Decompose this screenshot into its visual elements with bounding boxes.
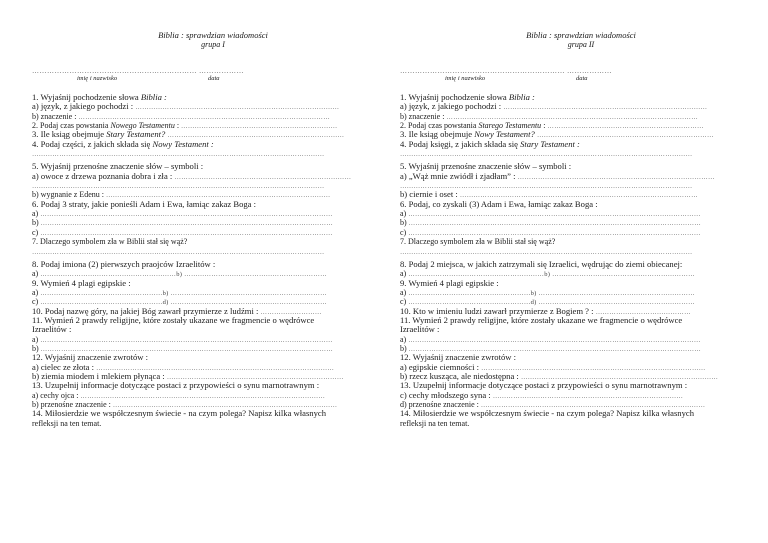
test-sheet-group-2 xyxy=(400,30,742,428)
question-line[interactable] xyxy=(32,372,374,381)
date-label: data xyxy=(208,75,220,82)
question-text: c) cechy młodszego syna : xyxy=(400,390,493,400)
question-text: c) xyxy=(400,297,409,307)
answer-dots[interactable]: ………………………………………………………………………………………………………………… xyxy=(40,229,333,237)
italic-term: Nowy Testament? xyxy=(474,130,535,140)
question-text: 1. Wyjaśnij pochodzenie słowa xyxy=(32,93,141,102)
date-dotted-line[interactable]: ……………… xyxy=(199,67,244,75)
question-text: b) znaczenie : xyxy=(32,111,79,121)
question-line xyxy=(400,279,742,288)
question-text: : xyxy=(174,121,182,131)
question-line[interactable] xyxy=(32,344,374,353)
date-label: data xyxy=(576,75,588,82)
question-line[interactable] xyxy=(400,172,742,181)
question-line[interactable] xyxy=(32,288,374,297)
italic-term: Biblia : xyxy=(140,93,167,102)
answer-dots[interactable]: ……………………………………………………b) ……………………………………………………… xyxy=(408,271,695,279)
question-line xyxy=(32,353,374,362)
answer-line[interactable] xyxy=(400,247,742,256)
answer-dots[interactable]: ……………………… xyxy=(260,308,322,316)
question-line[interactable] xyxy=(32,228,374,237)
answer-dots[interactable]: …………………………………………………………………… xyxy=(166,373,344,381)
answer-dots[interactable]: ……………………………………………………………………………… xyxy=(503,104,708,112)
answer-dots[interactable]: …………………………………… xyxy=(595,308,691,316)
question-text: 7. Dlaczego symbolem zła w Biblii stał się wąż? xyxy=(400,237,556,247)
question-line xyxy=(32,200,374,209)
question-text: a) xyxy=(32,209,41,219)
answer-dots[interactable]: ……………………………………………………………………………… xyxy=(135,104,340,112)
question-text: b) znaczenie : xyxy=(400,111,447,121)
italic-term: Starego Testamentu xyxy=(478,121,542,131)
question-line[interactable] xyxy=(400,130,742,139)
question-line xyxy=(400,140,742,149)
name-dotted-line[interactable]: ………………………………………………………… xyxy=(400,67,565,75)
question-text: 9. Wymień 4 plagi egipskie : xyxy=(400,278,499,288)
question-text: a) xyxy=(400,287,409,297)
question-text: b) rzecz kusząca, ale niedostępna : xyxy=(400,371,521,381)
question-text: 13. Uzupełnij informacje dotyczące postaci z przypowieści o synu marnotrawnym : xyxy=(32,381,320,391)
question-text: symboli : xyxy=(170,162,204,172)
question-line[interactable] xyxy=(400,344,742,353)
question-line xyxy=(32,260,374,269)
answer-dots[interactable]: ………………………………………………………………………………………………………………… xyxy=(400,183,693,191)
question-line[interactable] xyxy=(32,391,374,400)
question-text: 4. Podaj części, z jakich składa się xyxy=(32,139,153,149)
answer-dots[interactable]: ………………………………………………b) …………………………………………………………… xyxy=(408,289,695,297)
answer-line[interactable] xyxy=(400,181,742,190)
question-line xyxy=(32,237,374,246)
question-line[interactable] xyxy=(32,130,374,139)
question-line xyxy=(32,162,374,171)
question-text: 2. Podaj czas powstania xyxy=(400,121,479,131)
answer-dots[interactable]: ………………………………………………………………………………………………………………… xyxy=(32,151,325,159)
question-line[interactable] xyxy=(400,269,742,278)
question-text: a) cielec ze złota : xyxy=(32,362,97,372)
question-text: Izraelitów : xyxy=(400,325,440,335)
italic-term: Nowego Testamentu xyxy=(110,121,175,131)
question-text: 14. Miłosierdzie we współczesnym świecie - na czym polega? Napisz kilka własnych xyxy=(32,409,327,419)
question-text: 3. Ile ksiąg obejmuje xyxy=(400,130,475,140)
italic-term: Stary Testament? xyxy=(106,130,166,140)
answer-line[interactable] xyxy=(32,149,374,158)
answer-dots[interactable]: ………………………………………………………………………………………………………………… xyxy=(408,336,701,344)
answer-dots[interactable]: …………………………………………………………………… xyxy=(174,173,352,181)
question-text: a) język, z jakiego pochodzi : xyxy=(32,102,136,112)
question-line[interactable] xyxy=(400,121,742,130)
answer-dots[interactable]: ………………………………………………………………………………………………………………… xyxy=(40,345,334,353)
answer-dots[interactable]: ……………………………………………………………………………………… xyxy=(112,402,338,409)
answer-line[interactable] xyxy=(32,247,374,256)
question-line[interactable] xyxy=(400,335,742,344)
answer-dots[interactable]: ………………………………………………………………………………………………………………… xyxy=(400,151,693,159)
question-line[interactable] xyxy=(32,121,374,130)
group-label: grupa II xyxy=(567,40,595,49)
question-line xyxy=(32,419,374,428)
question-line xyxy=(32,381,374,390)
question-line[interactable] xyxy=(400,372,742,381)
answer-dots[interactable]: ………………………………………………………………………………………………………………… xyxy=(408,211,701,219)
question-line xyxy=(400,381,742,390)
answer-dots[interactable]: ………………………………………………………………………………………………………………… xyxy=(32,183,325,191)
question-line xyxy=(32,316,374,325)
question-text: 10. Podaj nazwę góry, na jakiej Bóg zawarł przymierze z ludźmi : xyxy=(32,306,261,316)
question-text: 10. Kto w imieniu ludzi zawarł przymierze z Bogiem ? : xyxy=(400,306,596,316)
question-text: b) przenośne znaczenie : xyxy=(32,400,113,409)
question-text: refleksji na ten temat. xyxy=(400,418,470,428)
question-line xyxy=(400,316,742,325)
group-label: grupa I xyxy=(201,40,225,49)
answer-dots[interactable]: ………………………………………………………………………………………………………………… xyxy=(40,211,333,219)
answer-dots[interactable]: ……………………………………………………………………………………… xyxy=(105,192,331,200)
question-text: 6. Podaj 3 straty, jakie ponieśli Adam i Ewa, łamiąc zakaz Boga : xyxy=(32,199,257,209)
question-text: c) xyxy=(32,227,41,237)
question-text: a) język, z jakiego pochodzi : xyxy=(400,102,504,112)
name-dotted-line[interactable]: ………………………………………………………… xyxy=(32,67,197,75)
answer-dots[interactable]: ………………………………………………………………………………………………………………… xyxy=(400,248,693,256)
question-line[interactable] xyxy=(400,228,742,237)
question-line[interactable] xyxy=(32,209,374,218)
question-line xyxy=(400,260,742,269)
question-text: refleksji na ten temat. xyxy=(32,418,102,428)
question-text: 8. Podaj imiona (2) pierwszych praojców Izraelitów : xyxy=(32,259,216,269)
question-line[interactable] xyxy=(32,307,374,316)
question-text: 8. Podaj 2 miejsca, w jakich zatrzymali się Izraelici, wędrując do ziemi obiecanej: xyxy=(400,259,683,269)
question-line[interactable] xyxy=(32,297,374,306)
question-line xyxy=(400,419,742,428)
signature-block xyxy=(32,67,374,87)
italic-term: Biblia : xyxy=(508,93,535,102)
question-text: 9. Wymień 4 plagi egipskie : xyxy=(32,278,131,288)
question-text: b) xyxy=(32,218,41,228)
question-text: 12. Wyjaśnij znaczenie zwrotów : xyxy=(400,353,517,363)
question-text: b) xyxy=(32,343,41,353)
answer-dots[interactable]: ………………………………………………………………………………………………………………… xyxy=(408,229,701,237)
question-line xyxy=(400,93,742,102)
question-text: 12. Wyjaśnij znaczenie zwrotów : xyxy=(32,353,149,363)
question-line xyxy=(32,279,374,288)
answer-dots[interactable]: ………………………………………………………………………………………………………………… xyxy=(40,220,334,228)
answer-line[interactable] xyxy=(400,149,742,158)
answer-dots[interactable]: ……………………………………………………b) ……………………………………………………… xyxy=(40,271,327,279)
answer-dots[interactable]: ……………………………………………………………………………………… xyxy=(481,364,706,372)
test-sheet-group-1 xyxy=(32,30,374,428)
question-line[interactable] xyxy=(400,112,742,121)
question-text: 11. Wymień 2 prawdy religijne, które zostały ukazane we fragmencie o wędrówce xyxy=(32,315,315,325)
question-text: a) xyxy=(32,287,41,297)
question-text: : xyxy=(541,121,548,131)
questions-list xyxy=(400,93,742,428)
question-text: a) owoce z drzewa poznania dobra i zła : xyxy=(32,171,175,181)
question-text: 7. Dlaczego symbolem zła w Biblii stał się wąż? xyxy=(32,237,188,247)
question-text: a) xyxy=(400,334,409,344)
question-text: 13. Uzupełnij informacje dotyczące postaci z przypowieści o synu marnotrawnym : xyxy=(400,381,688,391)
question-text: 6. Podaj, co zyskali (3) Adam i Ewa, łamiąc zakaz Boga : xyxy=(400,199,598,209)
question-line[interactable] xyxy=(32,218,374,227)
question-line[interactable] xyxy=(400,102,742,111)
question-line[interactable] xyxy=(32,269,374,278)
question-line[interactable] xyxy=(400,209,742,218)
question-line[interactable] xyxy=(400,218,742,227)
question-text: b) wygnanie z Edenu : xyxy=(32,190,106,200)
question-text: b) ciernie i oset : xyxy=(400,190,460,200)
question-line xyxy=(32,325,374,334)
answer-dots[interactable]: ………………………………………………………………………… xyxy=(492,392,684,400)
answer-dots[interactable]: ………………………………………………………………………………………………… xyxy=(446,113,699,121)
question-line xyxy=(400,162,742,171)
question-text: 14. Miłosierdzie we współczesnym świecie - na czym polega? Napisz kilka własnych xyxy=(400,409,695,419)
question-text: a) xyxy=(32,269,41,279)
question-line xyxy=(32,409,374,418)
date-dotted-line[interactable]: ……………… xyxy=(567,67,612,75)
answer-dots[interactable]: …………………………………………………………………………… xyxy=(517,173,715,181)
question-line[interactable] xyxy=(400,363,742,372)
question-text: a) xyxy=(400,209,409,219)
question-text: b) ziemia miodem i mlekiem płynąca : xyxy=(32,371,167,381)
name-label: imię i nazwisko xyxy=(445,75,486,82)
question-text: symboli : xyxy=(538,162,572,172)
question-line[interactable] xyxy=(32,363,374,372)
question-line[interactable] xyxy=(400,288,742,297)
question-line xyxy=(400,237,742,246)
question-line xyxy=(400,200,742,209)
question-line[interactable] xyxy=(400,400,742,409)
question-line[interactable] xyxy=(32,172,374,181)
answer-dots[interactable]: …………………………………………………………… xyxy=(547,123,704,131)
question-line[interactable] xyxy=(400,391,742,400)
question-text: 5. Wyjaśnij przenośne znaczenie słów – xyxy=(32,162,171,172)
question-text: 2. Podaj czas powstania xyxy=(32,121,111,131)
question-text: c) xyxy=(400,227,409,237)
answer-dots[interactable]: ………………………………………………d) …………………………………………………………… xyxy=(40,299,327,307)
question-line xyxy=(400,409,742,418)
question-text: 3. Ile ksiąg obejmuje xyxy=(32,130,107,140)
question-line[interactable] xyxy=(32,190,374,199)
answer-dots[interactable]: ……………………………………………………………………………………………… xyxy=(80,392,326,400)
question-line[interactable] xyxy=(400,307,742,316)
question-text: Izraelitów : xyxy=(32,325,72,335)
question-text: 11. Wymień 2 prawdy religijne, które zostały ukazane we fragmencie o wędrówce xyxy=(400,315,683,325)
question-text: a) xyxy=(400,269,409,279)
question-text: a) cechy ojca : xyxy=(32,390,81,400)
question-text: d) przenośne znaczenie : xyxy=(400,400,481,409)
question-line xyxy=(32,140,374,149)
question-text: a) egipskie ciemności : xyxy=(400,362,482,372)
test-title: Biblia : sprawdzian wiadomości xyxy=(526,30,636,40)
answer-dots[interactable]: …………………………………………………………………………………………… xyxy=(459,192,698,200)
answer-dots[interactable]: ………………………………………………………………………………………………………………… xyxy=(408,345,702,353)
signature-block xyxy=(400,67,742,87)
answer-dots[interactable]: ………………………………………………d) …………………………………………………………… xyxy=(408,299,695,307)
questions-list xyxy=(32,93,374,428)
question-text: 1. Wyjaśnij pochodzenie słowa xyxy=(400,93,509,102)
question-text: b) xyxy=(400,218,409,228)
answer-dots[interactable]: ………………………………………………………………………………………………………………… xyxy=(408,220,702,228)
answer-dots[interactable]: …………………………………………………………………… xyxy=(536,132,714,140)
answer-dots[interactable]: ………………………………………………………………………………………………………………… xyxy=(32,248,325,256)
italic-term: Stary Testament : xyxy=(520,139,580,149)
italic-term: Nowy Testament : xyxy=(152,139,214,149)
answer-dots[interactable]: …………………………………………………………………………… xyxy=(520,373,719,381)
question-text: a) xyxy=(32,334,41,344)
answer-line[interactable] xyxy=(32,181,374,190)
question-text: 4. Podaj księgi, z jakich składa się xyxy=(400,139,521,149)
answer-dots[interactable]: ……………………………………………………………………………………… xyxy=(480,402,706,409)
question-line[interactable] xyxy=(32,400,374,409)
question-line[interactable] xyxy=(32,335,374,344)
answer-dots[interactable]: ………………………………………………b) …………………………………………………………… xyxy=(40,289,327,297)
question-line xyxy=(32,93,374,102)
question-line[interactable] xyxy=(400,297,742,306)
question-text: a) „Wąż mnie zwiódł i zjadłam” : xyxy=(400,171,518,181)
test-title: Biblia : sprawdzian wiadomości xyxy=(158,30,268,40)
name-label: imię i nazwisko xyxy=(77,75,118,82)
question-line[interactable] xyxy=(400,190,742,199)
question-text: b) xyxy=(400,343,409,353)
answer-dots[interactable]: …………………………………………………………… xyxy=(181,123,338,131)
question-line xyxy=(400,325,742,334)
question-text: c) xyxy=(32,297,41,307)
question-line[interactable] xyxy=(32,102,374,111)
answer-dots[interactable]: …………………………………………………………………………………………… xyxy=(96,364,335,372)
question-text: 5. Wyjaśnij przenośne znaczenie słów – xyxy=(400,162,539,172)
answer-dots[interactable]: …………………………………………………………………… xyxy=(167,132,345,140)
question-line[interactable] xyxy=(32,112,374,121)
question-line xyxy=(400,353,742,362)
answer-dots[interactable]: ………………………………………………………………………………………………… xyxy=(78,113,331,121)
answer-dots[interactable]: ………………………………………………………………………………………………………………… xyxy=(40,336,333,344)
